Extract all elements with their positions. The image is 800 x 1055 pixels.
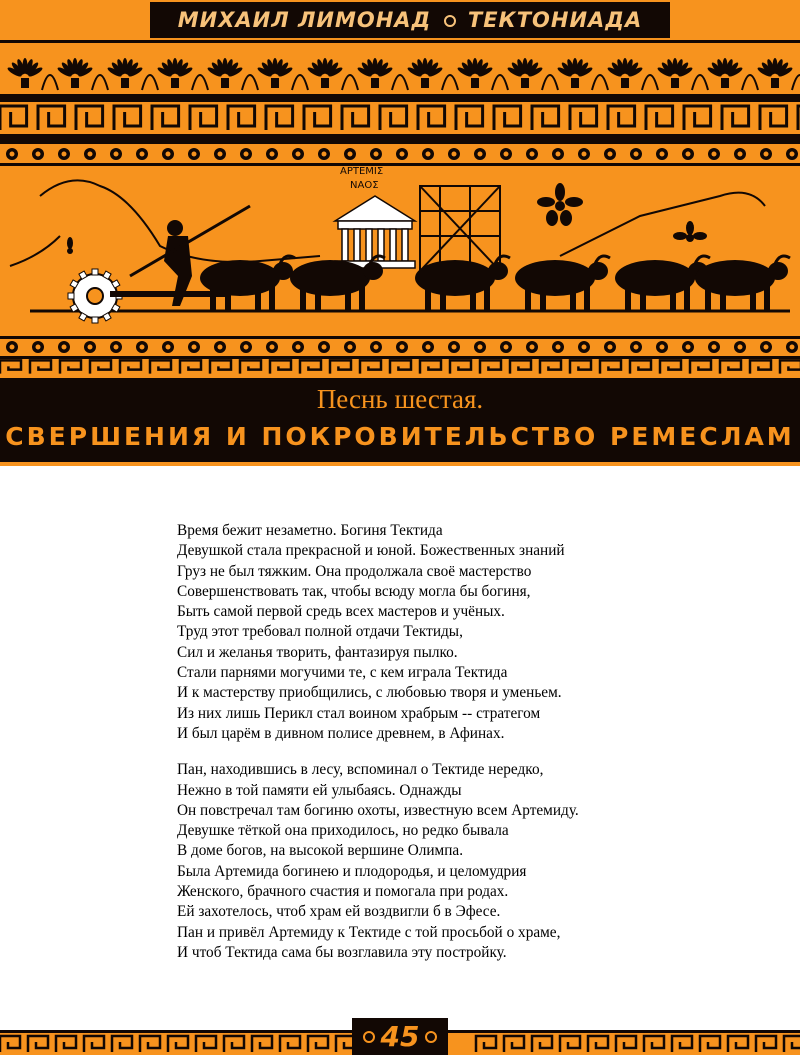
rosette-band-bottom <box>0 336 800 356</box>
poem-text <box>177 521 697 979</box>
poem-line: Быть самой первой средь всех мастеров и учёных. <box>177 603 505 621</box>
poem-line: В доме богов, на высокой вершине Олимпа. <box>177 842 464 860</box>
poem-line: Труд этот требовал полной отдачи Тектиды, <box>177 623 463 641</box>
page-number-box <box>352 1018 448 1055</box>
poem-line: Из них лишь Перикл стал воином храбрым -- стратегом <box>177 704 541 722</box>
poem-line: Время бежит незаметно. Богиня Тектида <box>177 522 443 539</box>
scene-label-line2: ΝΑΟΣ <box>350 180 379 191</box>
poem-line: Нежно в той памяти ей улыбаясь. Однажды <box>177 781 462 799</box>
poem-line: И чтоб Тектида сама бы возглавила эту постройку. <box>177 943 507 961</box>
poem-line: Он повстречал там богиню охоты, известную всем Артемиду. <box>177 801 579 819</box>
poem-line: Совершенствовать так, чтобы всюду могла бы богиня, <box>177 582 531 600</box>
meander-border-top <box>0 98 800 138</box>
poem-line: Сил и желанья творить, фантазируя пылко. <box>177 643 458 661</box>
header-bar <box>150 2 670 38</box>
poem-line: Женского, брачного счастия и помогала при родах. <box>177 883 509 901</box>
poem-line: Груз не был тяжким. Она продолжала своё мастерство <box>177 562 532 580</box>
meander-border-bottom <box>0 356 800 378</box>
poem-line: Девушкой стала прекрасной и юной. Божественных знаний <box>177 542 565 560</box>
poem-line: Ей захотелось, чтоб храм ей воздвигли б в Эфесе. <box>177 903 501 921</box>
author-name: МИХАИЛ ЛИМОНАД <box>177 8 432 32</box>
poem-line: И к мастерству приобщились, с любовью творя и уменьем. <box>177 684 562 702</box>
stanza-2 <box>177 760 697 963</box>
stanza-1 <box>177 521 697 744</box>
poem-line: Девушке тёткой она приходилось, но редко бывала <box>177 822 509 840</box>
scene-label-line1: ΑΡΤΕΜΙΣ <box>340 166 384 177</box>
poem-line: Пан, находившись в лесу, вспоминал о Тектиде нередко, <box>177 761 544 779</box>
rosette-band-top <box>0 144 800 166</box>
poem-line: Пан и привёл Артемиду к Тектиде с той просьбой о храме, <box>177 923 561 941</box>
poem-line: Была Артемида богинею и плодородья, и целомудрия <box>177 862 527 880</box>
divider-line <box>0 462 800 466</box>
header-title <box>178 8 643 32</box>
chapter-title-block <box>0 378 800 462</box>
palmette-frieze <box>0 40 800 98</box>
poem-line: И был царём в дивном полисе древнем, в Афинах. <box>177 724 505 742</box>
chapter-title: СВЕРШЕНИЯ И ПОКРОВИТЕЛЬСТВО РЕМЕСЛАМ <box>5 422 795 451</box>
chapter-number: Песнь шестая. <box>316 384 484 414</box>
poem-line: Стали парнями могучими те, с кем играла Тектида <box>177 664 508 682</box>
ox-cart-temple-illustration <box>0 166 800 336</box>
separator-dot-icon <box>444 15 456 27</box>
page-dot-left-icon <box>363 1031 375 1043</box>
page-number: 45 <box>380 1020 420 1053</box>
page-dot-right-icon <box>425 1031 437 1043</box>
header-band <box>0 0 800 40</box>
work-title: ТЕКТОНИАДА <box>467 8 643 32</box>
scene-illustration <box>0 166 800 336</box>
